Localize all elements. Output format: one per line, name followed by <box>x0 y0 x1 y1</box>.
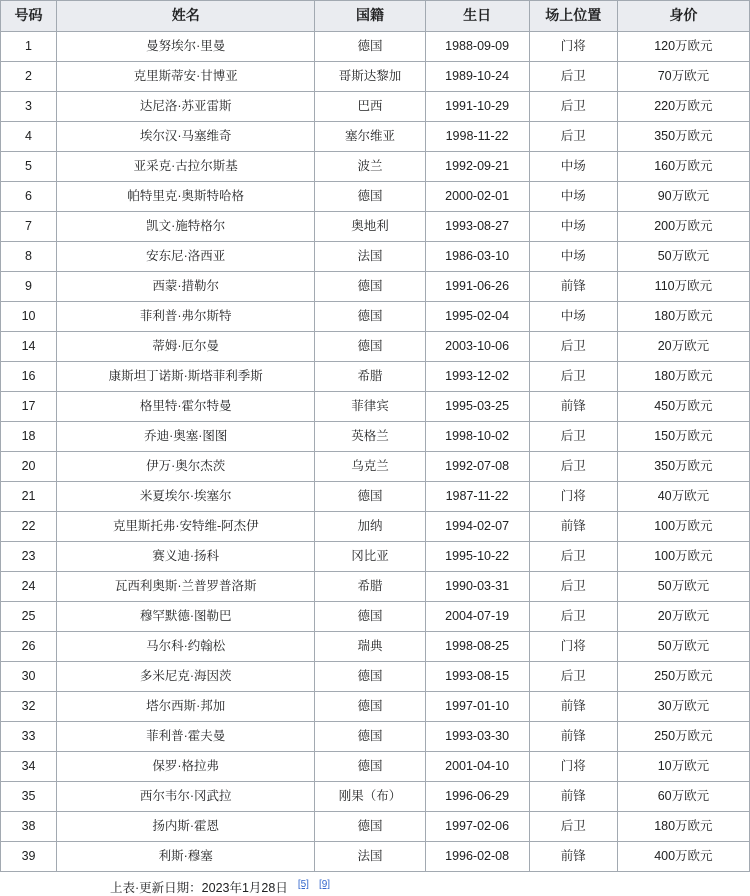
cell-name: 达尼洛·苏亚雷斯 <box>57 92 315 122</box>
table-row <box>1 92 750 122</box>
cell-nationality: 德国 <box>315 182 425 212</box>
cell-position: 门将 <box>529 632 617 662</box>
cell-birthday: 1997-02-06 <box>425 812 529 842</box>
cell-name: 蒂姆·厄尔曼 <box>57 332 315 362</box>
cell-position: 前锋 <box>529 392 617 422</box>
cell-name: 塔尔西斯·邦加 <box>57 692 315 722</box>
reference-link-5[interactable]: [5] <box>297 878 309 890</box>
cell-number: 1 <box>1 32 57 62</box>
cell-number: 10 <box>1 302 57 332</box>
cell-value: 160万欧元 <box>617 152 749 182</box>
cell-position: 前锋 <box>529 272 617 302</box>
cell-birthday: 1996-02-08 <box>425 842 529 872</box>
reference-link-9[interactable]: [9] <box>318 878 331 890</box>
footnote-text: 上表·更新日期：2023年1月28日 <box>110 881 288 895</box>
cell-value: 40万欧元 <box>617 482 749 512</box>
cell-position: 中场 <box>529 182 617 212</box>
table-row <box>1 212 750 242</box>
cell-birthday: 1992-07-08 <box>425 452 529 482</box>
cell-name: 亚采克·古拉尔斯基 <box>57 152 315 182</box>
cell-name: 保罗·格拉弗 <box>57 752 315 782</box>
cell-position: 中场 <box>529 302 617 332</box>
cell-name: 马尔科·约翰松 <box>57 632 315 662</box>
cell-value: 100万欧元 <box>617 512 749 542</box>
table-row <box>1 62 750 92</box>
cell-name: 克里斯蒂安·甘博亚 <box>57 62 315 92</box>
column-header-name: 姓名 <box>57 1 315 32</box>
cell-position: 后卫 <box>529 602 617 632</box>
cell-value: 180万欧元 <box>617 812 749 842</box>
cell-birthday: 1997-01-10 <box>425 692 529 722</box>
cell-nationality: 巴西 <box>315 92 425 122</box>
cell-nationality: 英格兰 <box>315 422 425 452</box>
table-row <box>1 302 750 332</box>
cell-value: 110万欧元 <box>617 272 749 302</box>
cell-birthday: 1987-11-22 <box>425 482 529 512</box>
cell-number: 20 <box>1 452 57 482</box>
cell-birthday: 1995-03-25 <box>425 392 529 422</box>
cell-value: 30万欧元 <box>617 692 749 722</box>
cell-nationality: 菲律宾 <box>315 392 425 422</box>
cell-value: 250万欧元 <box>617 722 749 752</box>
cell-position: 门将 <box>529 752 617 782</box>
cell-name: 曼努埃尔·里曼 <box>57 32 315 62</box>
column-header-nationality: 国籍 <box>315 1 425 32</box>
cell-name: 赛义迪·扬科 <box>57 542 315 572</box>
cell-position: 前锋 <box>529 692 617 722</box>
cell-nationality: 德国 <box>315 32 425 62</box>
cell-number: 14 <box>1 332 57 362</box>
cell-birthday: 2001-04-10 <box>425 752 529 782</box>
cell-value: 50万欧元 <box>617 572 749 602</box>
cell-value: 180万欧元 <box>617 302 749 332</box>
cell-name: 菲利普·弗尔斯特 <box>57 302 315 332</box>
cell-value: 50万欧元 <box>617 632 749 662</box>
cell-birthday: 1988-09-09 <box>425 32 529 62</box>
cell-value: 350万欧元 <box>617 122 749 152</box>
table-row <box>1 32 750 62</box>
table-body <box>1 32 750 872</box>
table-row <box>1 242 750 272</box>
table-header-row <box>1 1 750 32</box>
cell-nationality: 德国 <box>315 602 425 632</box>
table-row <box>1 812 750 842</box>
cell-position: 后卫 <box>529 572 617 602</box>
cell-name: 穆罕默德·图勒巴 <box>57 602 315 632</box>
cell-number: 5 <box>1 152 57 182</box>
cell-position: 后卫 <box>529 812 617 842</box>
cell-number: 9 <box>1 272 57 302</box>
table-row <box>1 782 750 812</box>
cell-birthday: 1995-10-22 <box>425 542 529 572</box>
cell-nationality: 刚果（布） <box>315 782 425 812</box>
cell-nationality: 德国 <box>315 752 425 782</box>
table-row <box>1 692 750 722</box>
cell-value: 60万欧元 <box>617 782 749 812</box>
table-row <box>1 512 750 542</box>
cell-name: 西尔韦尔·冈武拉 <box>57 782 315 812</box>
table-row <box>1 362 750 392</box>
table-row <box>1 662 750 692</box>
cell-value: 100万欧元 <box>617 542 749 572</box>
cell-number: 38 <box>1 812 57 842</box>
cell-position: 前锋 <box>529 842 617 872</box>
table-row <box>1 752 750 782</box>
cell-value: 20万欧元 <box>617 602 749 632</box>
cell-value: 20万欧元 <box>617 332 749 362</box>
cell-position: 后卫 <box>529 362 617 392</box>
cell-nationality: 德国 <box>315 332 425 362</box>
cell-birthday: 1994-02-07 <box>425 512 529 542</box>
cell-name: 多米尼克·海因茨 <box>57 662 315 692</box>
cell-nationality: 法国 <box>315 242 425 272</box>
cell-number: 3 <box>1 92 57 122</box>
cell-birthday: 1993-03-30 <box>425 722 529 752</box>
cell-position: 后卫 <box>529 92 617 122</box>
cell-birthday: 2004-07-19 <box>425 602 529 632</box>
cell-nationality: 奥地利 <box>315 212 425 242</box>
cell-value: 10万欧元 <box>617 752 749 782</box>
cell-name: 扬内斯·霍恩 <box>57 812 315 842</box>
cell-position: 后卫 <box>529 62 617 92</box>
cell-value: 350万欧元 <box>617 452 749 482</box>
table-row <box>1 842 750 872</box>
cell-name: 利斯·穆塞 <box>57 842 315 872</box>
cell-name: 克里斯托弗·安特维-阿杰伊 <box>57 512 315 542</box>
cell-birthday: 1998-08-25 <box>425 632 529 662</box>
cell-value: 180万欧元 <box>617 362 749 392</box>
cell-nationality: 希腊 <box>315 362 425 392</box>
cell-position: 后卫 <box>529 122 617 152</box>
cell-value: 200万欧元 <box>617 212 749 242</box>
cell-birthday: 1990-03-31 <box>425 572 529 602</box>
cell-name: 凯文·施特格尔 <box>57 212 315 242</box>
cell-position: 前锋 <box>529 512 617 542</box>
cell-number: 35 <box>1 782 57 812</box>
table-row <box>1 572 750 602</box>
cell-nationality: 加纳 <box>315 512 425 542</box>
cell-name: 伊万·奥尔杰茨 <box>57 452 315 482</box>
cell-number: 30 <box>1 662 57 692</box>
cell-number: 39 <box>1 842 57 872</box>
cell-name: 安东尼·洛西亚 <box>57 242 315 272</box>
cell-nationality: 德国 <box>315 482 425 512</box>
cell-nationality: 德国 <box>315 302 425 332</box>
table-row <box>1 452 750 482</box>
table-row <box>1 422 750 452</box>
cell-value: 400万欧元 <box>617 842 749 872</box>
cell-birthday: 1989-10-24 <box>425 62 529 92</box>
cell-nationality: 塞尔维亚 <box>315 122 425 152</box>
cell-number: 17 <box>1 392 57 422</box>
cell-number: 16 <box>1 362 57 392</box>
cell-position: 前锋 <box>529 722 617 752</box>
cell-birthday: 2000-02-01 <box>425 182 529 212</box>
cell-value: 90万欧元 <box>617 182 749 212</box>
cell-value: 220万欧元 <box>617 92 749 122</box>
cell-nationality: 德国 <box>315 812 425 842</box>
cell-position: 前锋 <box>529 782 617 812</box>
cell-birthday: 1993-08-27 <box>425 212 529 242</box>
table-row <box>1 332 750 362</box>
table-row <box>1 482 750 512</box>
cell-name: 瓦西利奥斯·兰普罗普洛斯 <box>57 572 315 602</box>
cell-value: 120万欧元 <box>617 32 749 62</box>
cell-number: 7 <box>1 212 57 242</box>
table-footnote <box>0 878 750 896</box>
column-header-position: 场上位置 <box>529 1 617 32</box>
cell-number: 32 <box>1 692 57 722</box>
column-header-number: 号码 <box>1 1 57 32</box>
cell-position: 后卫 <box>529 662 617 692</box>
cell-position: 中场 <box>529 212 617 242</box>
cell-name: 米夏埃尔·埃塞尔 <box>57 482 315 512</box>
cell-position: 门将 <box>529 32 617 62</box>
cell-nationality: 德国 <box>315 722 425 752</box>
cell-number: 4 <box>1 122 57 152</box>
cell-name: 乔迪·奥塞·图图 <box>57 422 315 452</box>
column-header-value: 身价 <box>617 1 749 32</box>
cell-nationality: 德国 <box>315 662 425 692</box>
cell-number: 25 <box>1 602 57 632</box>
cell-nationality: 乌克兰 <box>315 452 425 482</box>
cell-birthday: 1991-06-26 <box>425 272 529 302</box>
cell-birthday: 1993-08-15 <box>425 662 529 692</box>
cell-nationality: 德国 <box>315 272 425 302</box>
table-row <box>1 722 750 752</box>
cell-value: 150万欧元 <box>617 422 749 452</box>
table-row <box>1 152 750 182</box>
cell-number: 24 <box>1 572 57 602</box>
cell-birthday: 1991-10-29 <box>425 92 529 122</box>
cell-value: 450万欧元 <box>617 392 749 422</box>
table-row <box>1 542 750 572</box>
cell-birthday: 1996-06-29 <box>425 782 529 812</box>
cell-birthday: 1993-12-02 <box>425 362 529 392</box>
cell-birthday: 2003-10-06 <box>425 332 529 362</box>
cell-name: 菲利普·霍夫曼 <box>57 722 315 752</box>
cell-value: 250万欧元 <box>617 662 749 692</box>
cell-position: 后卫 <box>529 422 617 452</box>
cell-nationality: 法国 <box>315 842 425 872</box>
cell-value: 50万欧元 <box>617 242 749 272</box>
cell-name: 康斯坦丁诺斯·斯塔菲利季斯 <box>57 362 315 392</box>
cell-number: 22 <box>1 512 57 542</box>
cell-birthday: 1995-02-04 <box>425 302 529 332</box>
cell-birthday: 1998-11-22 <box>425 122 529 152</box>
cell-number: 2 <box>1 62 57 92</box>
cell-value: 70万欧元 <box>617 62 749 92</box>
cell-nationality: 哥斯达黎加 <box>315 62 425 92</box>
table-row <box>1 632 750 662</box>
cell-number: 33 <box>1 722 57 752</box>
cell-name: 西蒙·措勒尔 <box>57 272 315 302</box>
cell-number: 18 <box>1 422 57 452</box>
table-row <box>1 182 750 212</box>
table-header <box>1 1 750 32</box>
cell-name: 埃尔汉·马塞维奇 <box>57 122 315 152</box>
cell-position: 后卫 <box>529 542 617 572</box>
cell-birthday: 1986-03-10 <box>425 242 529 272</box>
table-row <box>1 122 750 152</box>
cell-nationality: 瑞典 <box>315 632 425 662</box>
cell-number: 34 <box>1 752 57 782</box>
cell-number: 26 <box>1 632 57 662</box>
cell-position: 中场 <box>529 242 617 272</box>
cell-nationality: 冈比亚 <box>315 542 425 572</box>
cell-number: 21 <box>1 482 57 512</box>
cell-position: 中场 <box>529 152 617 182</box>
cell-number: 8 <box>1 242 57 272</box>
cell-position: 后卫 <box>529 332 617 362</box>
cell-nationality: 德国 <box>315 692 425 722</box>
table-row <box>1 392 750 422</box>
cell-number: 23 <box>1 542 57 572</box>
cell-birthday: 1998-10-02 <box>425 422 529 452</box>
table-row <box>1 602 750 632</box>
column-header-birthday: 生日 <box>425 1 529 32</box>
cell-nationality: 希腊 <box>315 572 425 602</box>
cell-name: 格里特·霍尔特曼 <box>57 392 315 422</box>
cell-nationality: 波兰 <box>315 152 425 182</box>
cell-name: 帕特里克·奥斯特哈格 <box>57 182 315 212</box>
cell-number: 6 <box>1 182 57 212</box>
cell-position: 门将 <box>529 482 617 512</box>
table-row <box>1 272 750 302</box>
cell-birthday: 1992-09-21 <box>425 152 529 182</box>
cell-position: 后卫 <box>529 452 617 482</box>
